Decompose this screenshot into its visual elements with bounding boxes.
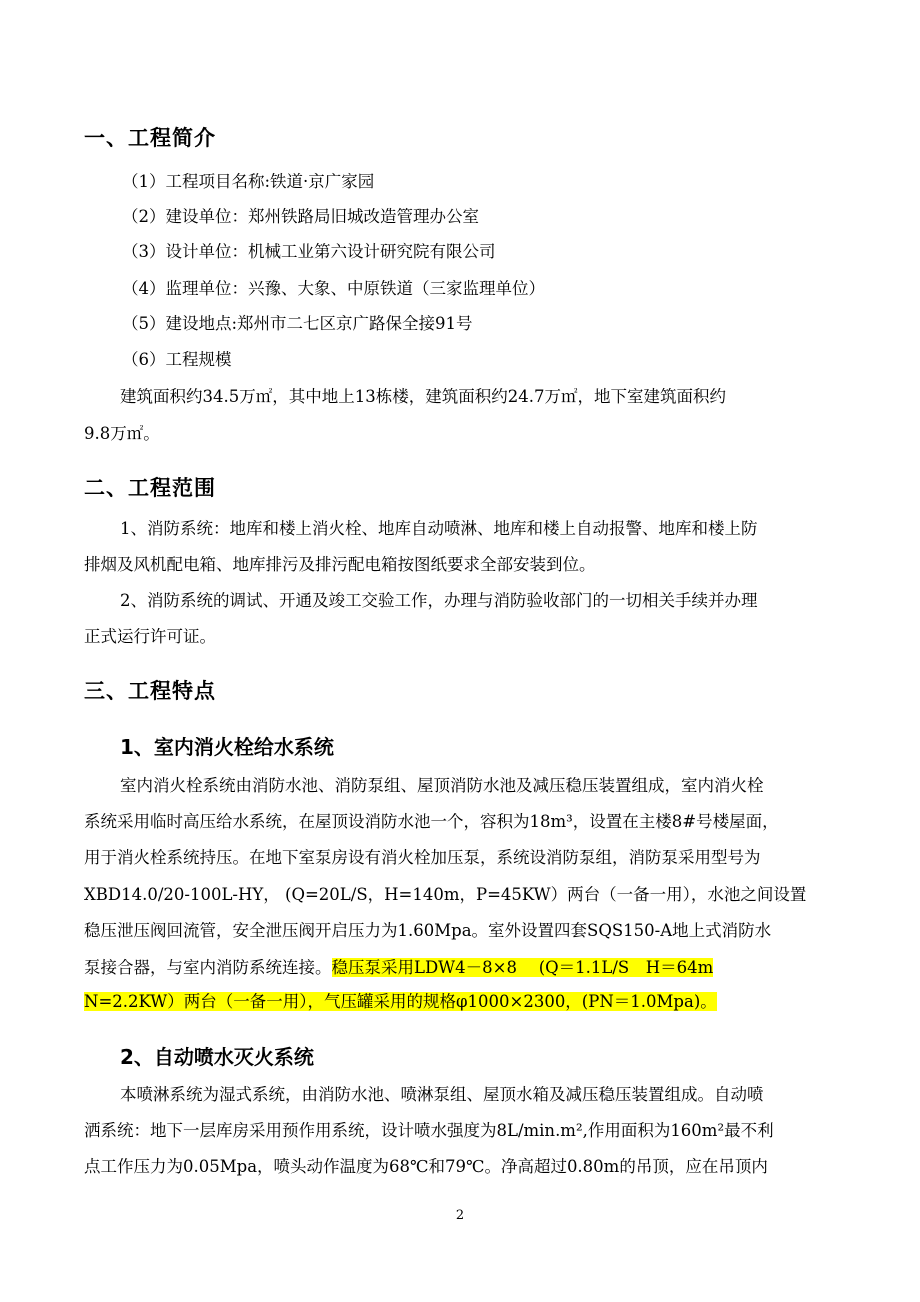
- section-heading-overview: 一、工程简介: [84, 126, 216, 150]
- section-heading-scope: 二、工程范围: [84, 476, 216, 500]
- construction-site-item: （5）建设地点:郑州市二七区京广路保全接91号: [122, 314, 473, 333]
- page-number: 2: [455, 1208, 465, 1223]
- highlighted-text: N=2.2KW）两台（一备一用），气压罐采用的规格φ1000×2300，(PN＝1.0Mpa)。: [84, 992, 717, 1011]
- scope-paragraph-line: 排烟及风机配电箱、地库排污及排污配电箱按图纸要求全部安装到位。: [84, 555, 596, 574]
- scope-paragraph-line: 2、消防系统的调试、开通及竣工交验工作，办理与消防验收部门的一切相关手续并办理: [120, 591, 758, 610]
- hydrant-paragraph-line: 稳压泄压阀回流管，安全泄压阀开启压力为1.60Mpa。室外设置四套SQS150-A地上式消防水: [84, 921, 772, 940]
- scope-paragraph-line: 1、消防系统：地库和楼上消火栓、地库自动喷淋、地库和楼上自动报警、地库和楼上防: [120, 519, 758, 538]
- sprinkler-paragraph-line: 洒系统：地下一层库房采用预作用系统，设计喷水强度为8L/min.m²,作用面积为160m²最不利: [84, 1121, 774, 1140]
- scale-text-line: 9.8万㎡。: [84, 424, 160, 443]
- sprinkler-paragraph-line: 点工作压力为0.05Mpa，喷头动作温度为68℃和79℃。净高超过0.80m的吊顶，应在吊顶内: [84, 1157, 768, 1176]
- project-name-item: （1）工程项目名称:铁道·京广家园: [122, 172, 375, 191]
- highlighted-text: 稳压泵采用LDW4－8×8 (Q＝1.1L/S H＝64m: [331, 958, 714, 977]
- supervision-unit-item: （4）监理单位：兴豫、大象、中原铁道（三家监理单位）: [122, 279, 545, 298]
- design-unit-item: （3）设计单位：机械工业第六设计研究院有限公司: [122, 242, 496, 261]
- hydrant-plain-text: 泵接合器，与室内消防系统连接。: [84, 958, 332, 977]
- hydrant-paragraph-line: [84, 957, 713, 979]
- hydrant-paragraph-line: [84, 991, 717, 1013]
- sprinkler-paragraph-line: 本喷淋系统为湿式系统，由消防水池、喷淋泵组、屋顶水箱及减压稳压装置组成。自动喷: [120, 1085, 764, 1104]
- scope-paragraph-line: 正式运行许可证。: [84, 627, 216, 646]
- subsection-heading-hydrant: 1、室内消火栓给水系统: [120, 735, 334, 759]
- scale-text-line: 建筑面积约34.5万㎡，其中地上13栋楼，建筑面积约24.7万㎡，地下室建筑面积约: [120, 387, 726, 406]
- section-heading-features: 三、工程特点: [84, 679, 216, 703]
- hydrant-paragraph-line: 室内消火栓系统由消防水池、消防泵组、屋顶消防水池及减压稳压装置组成，室内消火栓: [120, 776, 764, 795]
- project-scale-item: （6）工程规模: [122, 350, 232, 369]
- hydrant-paragraph-line: XBD14.0/20-100L-HY， (Q=20L/S，H=140m，P=45KW）两台（一备一用），水池之间设置: [84, 885, 807, 904]
- construction-unit-item: （2）建设单位：郑州铁路局旧城改造管理办公室: [122, 207, 479, 226]
- hydrant-paragraph-line: 用于消火栓系统持压。在地下室泵房设有消火栓加压泵，系统设消防泵组，消防泵采用型号为: [84, 848, 761, 867]
- subsection-heading-sprinkler: 2、自动喷水灭火系统: [120, 1045, 314, 1069]
- hydrant-paragraph-line: 系统采用临时高压给水系统，在屋顶设消防水池一个，容积为18m³，设置在主楼8#号楼屋面，: [84, 812, 779, 831]
